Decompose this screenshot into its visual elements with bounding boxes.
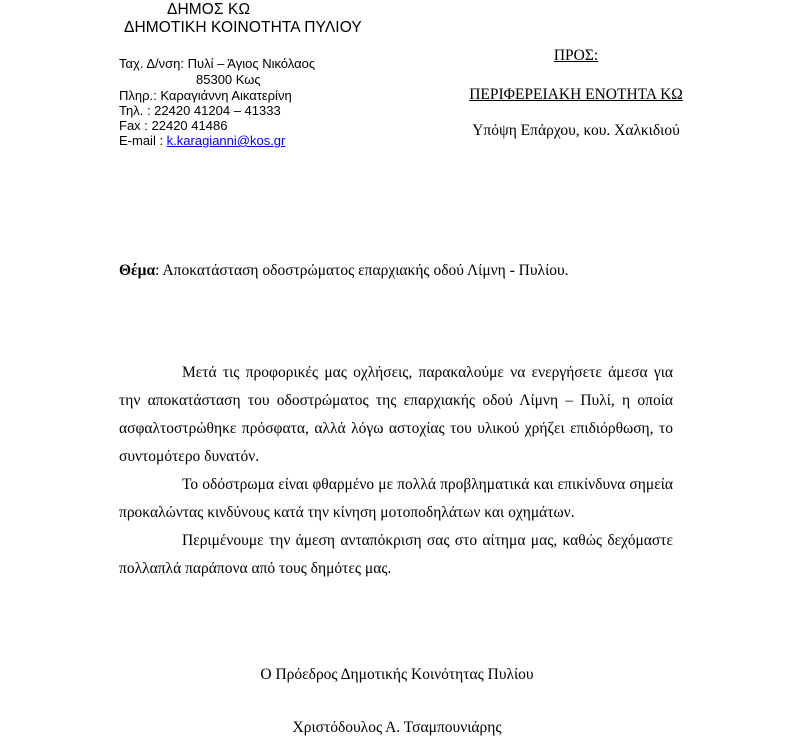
subject-text: : Αποκατάσταση οδοστρώματος επαρχιακής οδού Λίμνη - Πυλίου.	[155, 262, 569, 279]
recipient-name: ΠΕΡΙΦΕΡΕΙΑΚΗ ΕΝΟΤΗΤΑ ΚΩ	[469, 86, 683, 103]
sender-address: Ταχ. Δ/νση: Πυλί – Άγιος Νικόλαος	[119, 56, 316, 71]
body-paragraph-1: Μετά τις προφορικές μας οχλήσεις, παρακαλούμε να ενεργήσετε άμεσα για την αποκατάσταση του οδοστρώματος της επαρχιακής οδού Λίμνη – Πυλί, η οποία ασφαλτοστρώθηκε πρόσφατα, αλλά λόγω αστοχίας του υλικού χρήζει επιδιόρθωση, το συντομότερο δυνατόν.	[119, 364, 673, 465]
sender-phone: Τηλ. : 22420 41204 – 41333	[119, 103, 281, 118]
sender-contact-person: Πληρ.: Καραγιάννη Αικατερίνη	[119, 88, 292, 103]
sender-postcode: 85300 Κως	[196, 72, 261, 87]
subject-label: Θέμα	[119, 262, 156, 279]
sender-community-name: ΔΗΜΟΤΙΚΗ ΚΟΙΝΟΤΗΤΑ ΠΥΛΙΟΥ	[124, 19, 362, 36]
recipient-to-label: ΠΡΟΣ:	[553, 47, 599, 64]
letter-body	[119, 359, 673, 583]
signature-title: Ο Πρόεδρος Δημοτικής Κοινότητας Πυλίου	[260, 666, 534, 683]
sender-email-line	[119, 133, 285, 149]
recipient-attention: Υπόψη Επάρχου, κου. Χαλκιδιού	[472, 122, 680, 139]
sender-email-link[interactable]: k.karagianni@kos.gr	[166, 133, 286, 148]
sender-fax: Fax : 22420 41486	[119, 118, 228, 133]
sender-org-name: ΔΗΜΟΣ ΚΩ	[167, 1, 251, 18]
subject-line	[119, 262, 569, 280]
signature-name: Χριστόδουλος Α. Τσαμπουνιάρης	[292, 719, 502, 736]
body-paragraph-3: Περιμένουμε την άμεση ανταπόκριση σας στο αίτημα μας, καθώς δεχόμαστε πολλαπλά παράπονα από τους δημότες μας.	[119, 532, 673, 577]
body-paragraph-2: Το οδόστρωμα είναι φθαρμένο με πολλά προβληματικά και επικίνδυνα σημεία προκαλώντας κινδύνους κατά την κίνηση μοτοποδηλάτων και οχημάτων.	[119, 476, 673, 521]
sender-email-label: E-mail :	[119, 133, 167, 148]
